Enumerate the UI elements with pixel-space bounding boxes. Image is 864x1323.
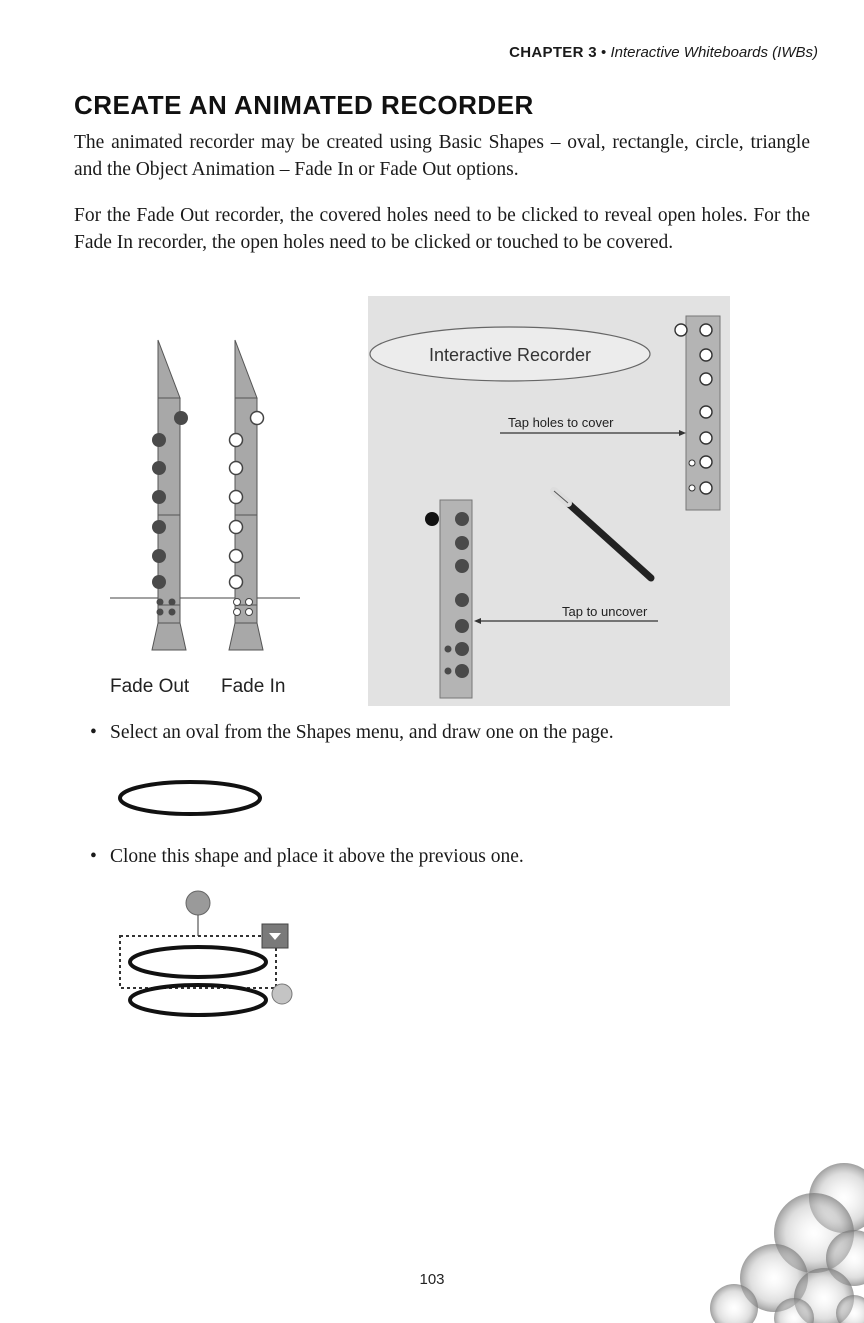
- bullet-symbol: •: [90, 846, 97, 867]
- label-fade-in: Fade In: [221, 676, 286, 697]
- bullet-text-clone: Clone this shape and place it above the previous one.: [110, 846, 524, 867]
- figure-fade-recorders: [100, 330, 320, 710]
- fade-out-recorder: [152, 340, 188, 650]
- label-tap-to-uncover: Tap to uncover: [562, 604, 648, 619]
- label-fade-out: Fade Out: [110, 676, 190, 697]
- rotation-handle-icon: [186, 891, 210, 915]
- chapter-subtitle: Interactive Whiteboards (IWBs): [610, 44, 818, 61]
- figure-cloned-ovals: [112, 884, 312, 1034]
- figure-oval: [112, 772, 268, 824]
- paragraph-fade: For the Fade Out recorder, the covered holes need to be clicked to reveal open holes. For the Fade In recorder, the open holes need to be clicked or touched to be covered.: [74, 205, 810, 253]
- section-title: CREATE AN ANIMATED RECORDER: [74, 90, 534, 120]
- bullet-text-oval: Select an oval from the Shapes menu, and draw one on the page.: [110, 722, 614, 743]
- bullet-symbol: •: [90, 722, 97, 743]
- fade-in-recorder: [229, 340, 264, 650]
- label-tap-to-cover: Tap holes to cover: [508, 415, 614, 430]
- bullet-item: [90, 722, 614, 744]
- resize-handle-icon: [272, 984, 292, 1004]
- running-head: [509, 44, 818, 61]
- decorative-bubbles: [694, 1163, 864, 1323]
- page-number: 103: [419, 1271, 445, 1288]
- oval-label: Interactive Recorder: [428, 345, 592, 365]
- header-separator: •: [596, 44, 611, 61]
- paragraph-intro: The animated recorder may be created using Basic Shapes – oval, rectangle, circle, triangle and the Object Animation – Fade In or Fade Out options.: [74, 132, 810, 180]
- chapter-label: CHAPTER 3: [509, 44, 597, 61]
- figure-interactive-recorder: [368, 296, 730, 706]
- bullet-item: [90, 846, 524, 868]
- selection-box: [120, 936, 276, 988]
